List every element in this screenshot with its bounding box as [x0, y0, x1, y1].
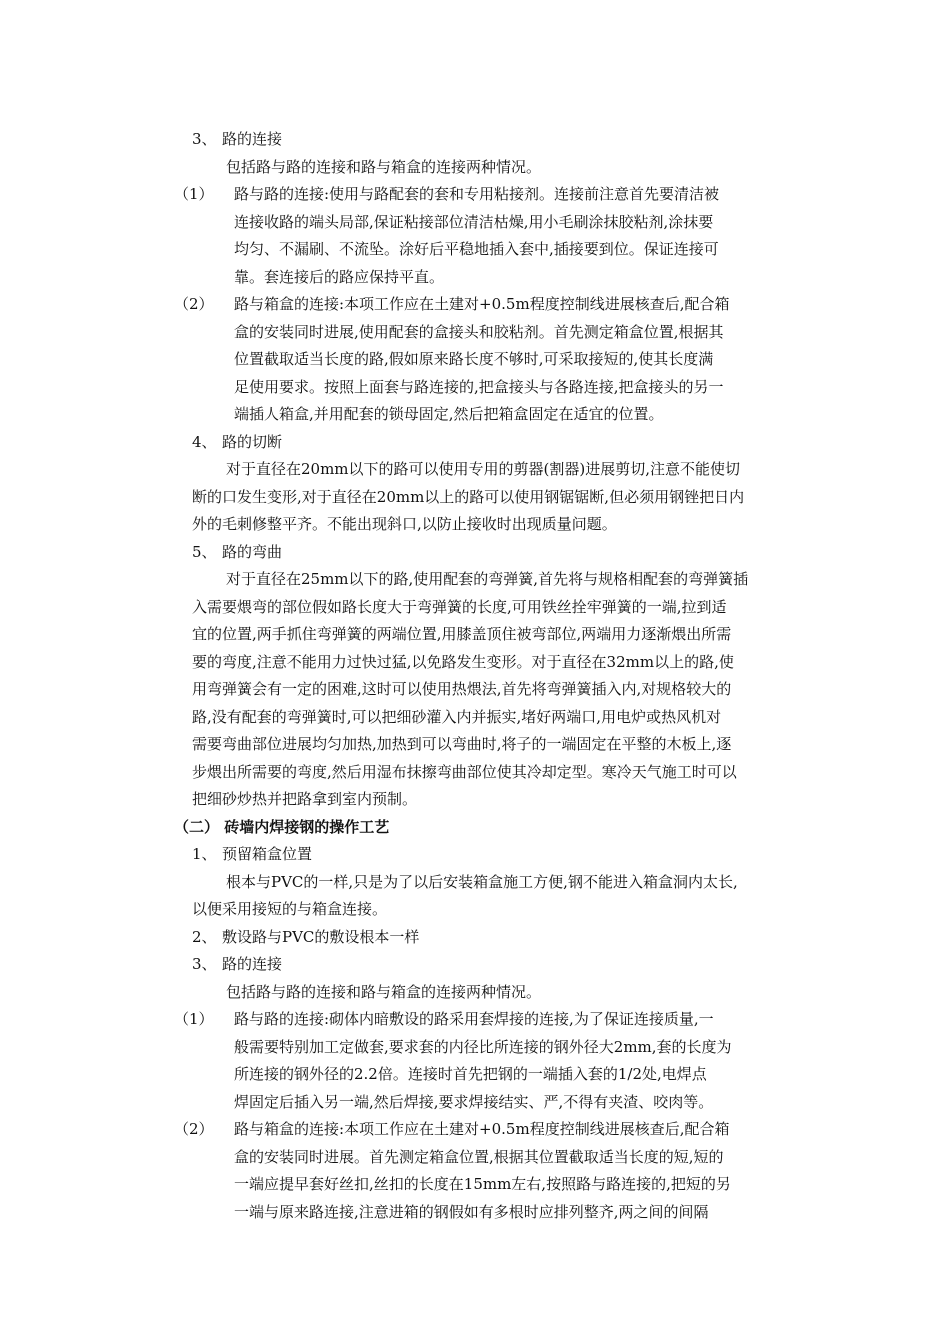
item-body: [234, 291, 832, 429]
item-line: 盒的安装同时进展,使用配套的盒接头和胶粘剂。首先测定箱盒位置,根据其: [234, 322, 724, 341]
item-line: 所连接的钢外径的2.2倍。连接时首先把钢的一端插入套的1/2处,电焊点: [234, 1065, 707, 1083]
heading-text: 路的连接: [222, 130, 283, 148]
heading-number: 2、: [192, 927, 217, 946]
paragraph-line: 把细砂炒热并把路拿到室内预制。: [192, 790, 418, 808]
numbered-item: [174, 1006, 832, 1116]
section-heading: [192, 951, 832, 979]
document-body: [174, 126, 832, 1226]
heading-text: 敷设路与PVC的敷设根本一样: [222, 927, 420, 946]
item-body: [234, 1116, 832, 1226]
item-body: [234, 181, 832, 291]
heading-number: 3、: [192, 130, 217, 148]
item-line: 路与路的连接:使用与路配套的套和专用粘接剂。连接前注意首先要清洁被: [234, 185, 720, 203]
section-heading: [192, 924, 832, 952]
heading-number: 3、: [192, 955, 217, 973]
item-body: [234, 1006, 832, 1116]
section-heading: [192, 429, 832, 457]
item-line: 位置截取适当长度的路,假如原来路长度不够时,可采取接短的,使其长度满: [234, 350, 714, 368]
paragraph-line: 路,没有配套的弯弹簧时,可以把细砂灌入内并振实,堵好两端口,用电炉或热风机对: [192, 707, 722, 726]
item-line: 焊固定后插入另一端,然后焊接,要求焊接结实、严,不得有夹渣、咬肉等。: [234, 1092, 714, 1111]
paragraph-line: 用弯弹簧会有一定的困难,这时可以使用热煨法,首先将弯弹簧插入内,对规格较大的: [192, 680, 732, 698]
item-marker: （2）: [174, 1120, 214, 1138]
item-line: 路与箱盒的连接:本项工作应在土建对+0.5m程度控制线进展核查后,配合箱: [234, 1120, 730, 1138]
paragraph-line: 对于直径在20mm以下的路可以使用专用的剪器(割器)进展剪切,注意不能使切: [226, 460, 741, 478]
item-line: 路与箱盒的连接:本项工作应在土建对+0.5m程度控制线进展核查后,配合箱: [234, 295, 730, 313]
item-marker: （1）: [174, 1010, 214, 1028]
heading-number: 4、: [192, 432, 217, 451]
heading-text: 路的切断: [222, 432, 283, 451]
paragraph-line: 断的口发生变形,对于直径在20mm以上的路可以使用钢锯锯断,但必须用钢锉把日内: [192, 487, 745, 506]
paragraph-line: 宜的位置,两手抓住弯弹簧的两端位置,用膝盖顶住被弯部位,两端用力逐渐煨出所需: [192, 625, 732, 643]
heading-text: 路的连接: [222, 955, 283, 973]
numbered-item: [174, 1116, 832, 1226]
item-marker: （2）: [174, 295, 214, 313]
section-heading: [192, 539, 832, 567]
item-line: 端插人箱盒,并用配套的锁母固定,然后把箱盒固定在适宜的位置。: [234, 405, 664, 423]
paragraph-line: 包括路与路的连接和路与箱盒的连接两种情况。: [226, 982, 542, 1001]
paragraph-line: 对于直径在25mm以下的路,使用配套的弯弹簧,首先将与规格相配套的弯弹簧插: [226, 570, 749, 588]
item-line: 连接收路的端头局部,保证粘接部位清洁枯燥,用小毛刷涂抹胶粘剂,涂抹要: [234, 212, 714, 231]
chapter-heading: （二） 砖墙内焊接钢的操作工艺: [174, 817, 390, 836]
item-line: 靠。套连接后的路应保持平直。: [234, 267, 445, 286]
paragraph-line: 根本与PVC的一样,只是为了以后安装箱盒施工方便,钢不能进入箱盒洞内太长,: [226, 872, 738, 891]
paragraph-line: 需要弯曲部位进展均匀加热,加热到可以弯曲时,将子的一端固定在平整的木板上,逐: [192, 735, 732, 753]
item-line: 一端与原来路连接,注意进箱的钢假如有多根时应排列整齐,两之间的间隔: [234, 1202, 709, 1221]
item-line: 一端应提早套好丝扣,丝扣的长度在15mm左右,按照路与路连接的,把短的另: [234, 1175, 731, 1193]
heading-number: 1、: [192, 845, 217, 863]
item-line: 般需要特别加工定做套,要求套的内径比所连接的钢外径大2mm,套的长度为: [234, 1037, 732, 1056]
item-marker: （1）: [174, 185, 214, 203]
section-heading: [192, 841, 832, 869]
heading-number: 5、: [192, 542, 217, 561]
item-line: 盒的安装同时进展。首先测定箱盒位置,根据其位置截取适当长度的短,短的: [234, 1147, 724, 1166]
numbered-item: [174, 291, 832, 429]
paragraph-line: 步煨出所需要的弯度,然后用湿布抹擦弯曲部位使其冷却定型。寒冷天气施工时可以: [192, 762, 737, 781]
item-line: 均匀、不漏刷、不流坠。涂好后平稳地插入套中,插接要到位。保证连接可: [234, 240, 719, 258]
section-heading: [192, 126, 832, 154]
heading-text: 预留箱盒位置: [222, 845, 313, 863]
paragraph-line: 要的弯度,注意不能用力过快过猛,以免路发生变形。对于直径在32mm以上的路,使: [192, 652, 734, 671]
heading-text: 路的弯曲: [222, 542, 283, 561]
paragraph-line: 以便采用接短的与箱盒连接。: [192, 900, 388, 918]
numbered-item: [174, 181, 832, 291]
paragraph-line: 包括路与路的连接和路与箱盒的连接两种情况。: [226, 157, 542, 176]
item-line: 路与路的连接:砌体内暗敷设的路采用套焊接的连接,为了保证连接质量,一: [234, 1010, 714, 1028]
item-line: 足使用要求。按照上面套与路连接的,把盒接头与各路连接,把盒接头的另一: [234, 377, 724, 396]
paragraph-line: 外的毛刺修整平齐。不能出现斜口,以防止接收时出现质量问题。: [192, 515, 617, 533]
paragraph-line: 入需要煨弯的部位假如路长度大于弯弹簧的长度,可用铁丝拴牢弹簧的一端,拉到适: [192, 597, 727, 616]
